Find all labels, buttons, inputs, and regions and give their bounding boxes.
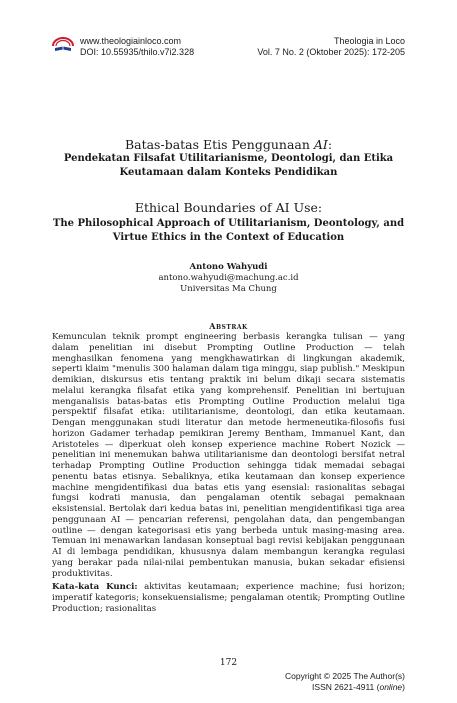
footer xyxy=(285,671,405,692)
subtitle-english: The Philosophical Approach of Utilitarianism, Deontology, and Virtue Ethics in the Context of Education xyxy=(52,218,405,243)
volume-info: Vol. 7 No. 2 (Oktober 2025): 172-205 xyxy=(257,47,405,57)
abstract-text: Kemunculan teknik prompt engineering berbasis kerangka tulisan — yang dalam penelitian ini disebut Prompting Outline Production — telah menghasilkan fenomena yang mengkhawatirkan di lingkungan akademik, seperti klaim "menulis 300 halaman dalam tiga minggu, siap publish." Meskipun demikian, diskursus etis tentang praktik ini belum dikaji secara sistematis melalui kerangka filsafat etika yang komprehensif. Penelitian ini bertujuan menganalisis batas-batas etis Prompting Outline Production melalui tiga perspektif filsafat etika: utilitarianisme, deontologi, dan etika keutamaan. Dengan menggunakan studi literatur dan metode hermeneutika-filosofis fusi horizon Gadamer terhadap pemikiran Jeremy Bentham, Immanuel Kant, dan Aristoteles — diperkuat oleh konsep experience machine Robert Nozick — penelitian ini menemukan bahwa utilitarianisme dan deontologi bersifat netral terhadap Prompting Outline Production sehingga tidak memadai sebagai penentu batas etisnya. Sebaliknya, etika keutamaan dan konsep experience machine mengidentifikasi dua batas etis yang esensial: rasionalitas sebagai fungsi kodrati manusia, dan pengalaman otentik sebagai pemaknaan eksistensial. Bertolak dari kedua batas ini, penelitian mengidentifikasi tiga area penggunaan AI — pencarian referensi, pengolahan data, dan pengembangan outline — dengan kategorisasi etis yang berbeda untuk masing-masing area. Temuan ini menawarkan landasan konseptual bagi revisi kebijakan penggunaan AI di lembaga pendidikan, khususnya dalam membangun kerangka regulasi yang berakar pada nilai-nilai pembentukan manusia, bukan sekadar efisiensi produktivitas. xyxy=(52,332,405,579)
keywords-text: aktivitas keutamaan; experience machine; fusi horizon; imperatif kategoris; konsekuensialisme; pengalaman otentik; Prompting Outline Production; rasionalitas xyxy=(52,582,405,614)
title-indonesian: Batas-batas Etis Penggunaan AI: xyxy=(124,137,333,152)
abstract-heading: Abstrak xyxy=(209,321,248,331)
title-english: Ethical Boundaries of AI Use: xyxy=(134,200,323,215)
page-number: 172 xyxy=(219,658,238,668)
article-doi[interactable]: DOI: 10.55935/thilo.v7i2.328 xyxy=(80,47,195,57)
header-right xyxy=(257,36,405,58)
keywords xyxy=(52,582,405,614)
header-left xyxy=(80,36,194,58)
copyright-notice: Copyright © 2025 The Author(s) xyxy=(285,671,405,681)
keywords-label: Kata-kata Kunci: xyxy=(52,582,138,592)
journal-logo-icon xyxy=(51,37,75,53)
author-email[interactable]: antono.wahyudi@machung.ac.id xyxy=(158,273,299,283)
journal-website[interactable]: www.theologiainloco.com xyxy=(80,36,182,46)
author-block xyxy=(52,262,405,295)
issn: ISSN 2621-4911 (online) xyxy=(312,681,405,692)
author-name: Antono Wahyudi xyxy=(189,262,268,272)
author-affiliation: Universitas Ma Chung xyxy=(180,284,277,294)
journal-name: Theologia in Loco xyxy=(333,36,405,46)
subtitle-indonesian: Pendekatan Filsafat Utilitarianisme, Deontologi, dan Etika Keutamaan dalam Konteks Pendidikan xyxy=(63,153,394,178)
